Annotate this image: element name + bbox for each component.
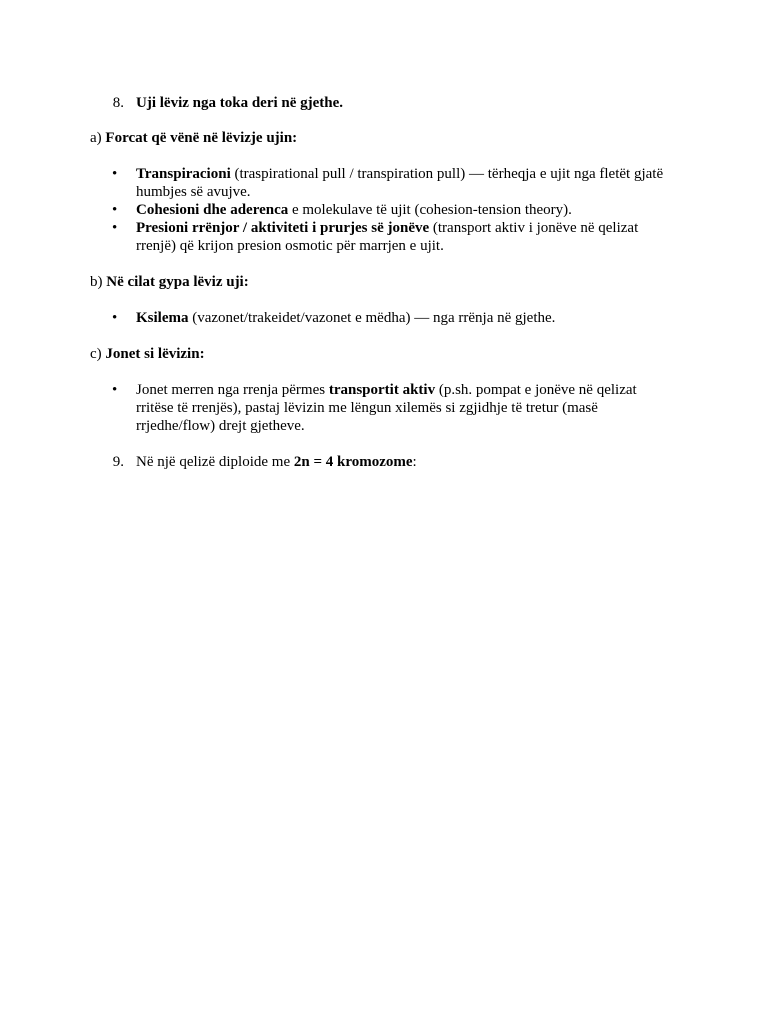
bullet-icon: •	[112, 166, 118, 182]
list-item-bold: Cohesioni dhe aderenca	[136, 202, 289, 218]
question-9-number: 9.	[112, 454, 124, 470]
section-c-list	[90, 381, 670, 435]
section-b-prefix: b)	[90, 274, 103, 290]
list-item-text: (traspirational pull / transpiration pull) — tërheqja e ujit nga fletët gjatë humbjes së avujve.	[136, 166, 664, 200]
list-item-bold: transportit aktiv	[328, 382, 436, 398]
list-item-text: e molekulave të ujit (cohesion-tension theory).	[288, 202, 572, 218]
question-8	[90, 94, 680, 112]
section-a-prefix: a)	[90, 130, 102, 146]
list-item	[90, 219, 670, 255]
section-b-list	[90, 309, 670, 327]
list-item-text: (transport aktiv i jonëve në qelizat rrenjë) që krijon presion osmotic për marrjen e ujit.	[136, 220, 639, 254]
question-9-text: Në një qelizë diploide me	[136, 454, 294, 470]
section-a-title: Forcat që vënë në lëvizje ujin:	[105, 130, 298, 146]
list-item-text: Jonet merren nga rrenja përmes	[136, 382, 329, 398]
list-item-bold: Ksilema	[136, 310, 189, 326]
list-item	[90, 309, 670, 327]
list-item	[90, 165, 670, 201]
section-a-heading	[90, 129, 680, 147]
list-item-text: (vazonet/trakeidet/vazonet e mëdha) — nga rrënja në gjethe.	[188, 310, 556, 326]
list-item-bold: Transpiracioni	[136, 166, 231, 182]
question-9-bold: 2n = 4 kromozome	[293, 454, 413, 470]
list-item	[90, 381, 670, 435]
section-c-title: Jonet si lëvizin:	[105, 346, 205, 362]
list-item-text: (p.sh. pompat e jonëve në qelizat rritëse të rrenjës), pastaj lëvizin me lëngun xilemës si zgjidhje të tretur (masë rrjedhe/flow) drejt gjetheve.	[136, 382, 637, 434]
bullet-icon: •	[112, 310, 118, 326]
list-item-bold: Presioni rrënjor / aktiviteti i prurjes së jonëve	[136, 220, 430, 236]
bullet-icon: •	[112, 382, 118, 398]
section-b-heading	[90, 273, 680, 291]
section-b-title: Në cilat gypa lëviz uji:	[106, 274, 249, 290]
question-8-title: Uji lëviz nga toka deri në gjethe.	[136, 95, 344, 111]
list-item	[90, 201, 670, 219]
section-c-prefix: c)	[90, 346, 102, 362]
section-c-heading	[90, 345, 680, 363]
section-a-list	[90, 165, 670, 255]
question-9	[90, 453, 680, 471]
question-8-number: 8.	[112, 95, 124, 111]
bullet-icon: •	[112, 220, 118, 236]
question-9-colon: :	[412, 454, 417, 470]
bullet-icon: •	[112, 202, 118, 218]
